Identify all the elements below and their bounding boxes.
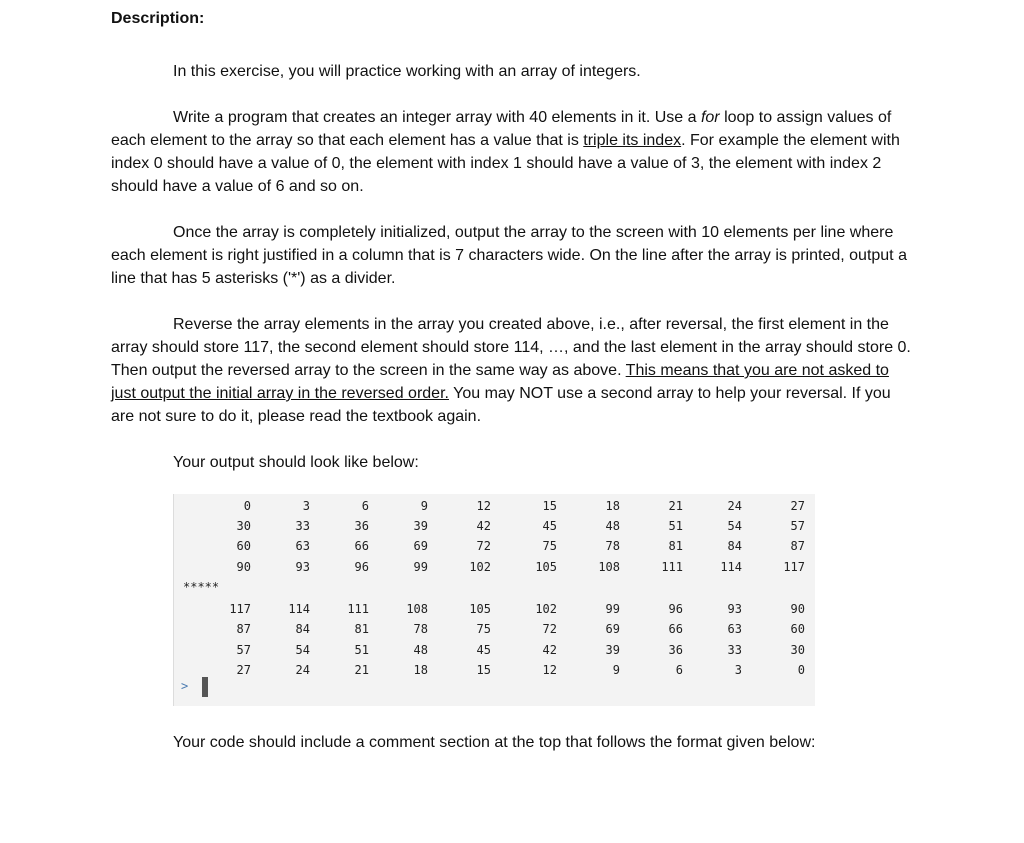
description-heading: Description:	[111, 10, 205, 27]
reversed-array-value: 90	[790, 602, 805, 616]
reversed-array-value: 54	[295, 643, 310, 657]
p2-text-a: Write a program that creates an integer array with 40 elements in it. Use a	[173, 109, 701, 126]
comment-instruction	[111, 731, 911, 754]
original-array-value: 3	[302, 499, 310, 513]
reversed-array-value: 57	[236, 643, 251, 657]
original-array-value: 18	[605, 499, 620, 513]
reversed-array-value: 69	[605, 622, 620, 636]
original-array-value: 57	[790, 519, 805, 533]
original-array-value: 90	[236, 560, 251, 574]
reversed-array-value: 15	[476, 663, 491, 677]
reversed-array-value: 45	[476, 643, 491, 657]
reversed-array-value: 21	[354, 663, 369, 677]
p2-underlined: triple its index	[583, 132, 682, 149]
reversed-array-value: 24	[295, 663, 310, 677]
original-array-value: 81	[668, 539, 683, 553]
reversed-array-value: 33	[727, 643, 742, 657]
p2-text-b: loop to assign values of each element to the array so that each element has a value that is	[111, 109, 892, 149]
p4-text-b: You may NOT use a second array to help your reversal. If you are not sure to do it, please read the textbook again.	[111, 385, 891, 425]
original-array-value: 33	[295, 519, 310, 533]
original-array-value: 78	[605, 539, 620, 553]
reversed-array-value: 75	[476, 622, 491, 636]
sample-output-intro	[111, 451, 911, 474]
original-array-value: 9	[420, 499, 428, 513]
original-array-value: 30	[236, 519, 251, 533]
original-array-value: 108	[598, 560, 620, 574]
original-array-row	[173, 496, 815, 516]
original-array-value: 12	[476, 499, 491, 513]
prompt-icon: >	[181, 679, 189, 693]
reversed-array-value: 60	[790, 622, 805, 636]
p3-text: Once the array is completely initialized, output the array to the screen with 10 elements per line where each element is right justified in a column that is 7 characters wide. On the line after the array is printed, output a line that has 5 asterisks ('*') as a divider.	[111, 224, 907, 287]
reversed-array-value: 117	[229, 602, 251, 616]
original-array-value: 15	[542, 499, 557, 513]
original-array-value: 75	[542, 539, 557, 553]
reversed-array-value: 48	[413, 643, 428, 657]
reversed-array-value: 105	[469, 602, 491, 616]
reversed-array-value: 0	[797, 663, 805, 677]
p6-text: Your code should include a comment section at the top that follows the format given below:	[173, 734, 816, 751]
p2-for-keyword: for	[700, 109, 720, 126]
original-array-row	[173, 516, 815, 536]
original-array-value: 27	[790, 499, 805, 513]
reversed-array-row	[173, 640, 815, 660]
original-array-value: 87	[790, 539, 805, 553]
original-array-value: 72	[476, 539, 491, 553]
p4-text-a: Reverse the array elements in the array you created above, i.e., after reversal, the first element in the array should store 117, the second element should store 114, …, and the last element in the array should store 0. Then output the reversed array to the screen in the same way as above.	[111, 316, 911, 379]
p5-text: Your output should look like below:	[173, 454, 419, 471]
original-array-value: 117	[783, 560, 805, 574]
reversed-array-value: 111	[347, 602, 369, 616]
reversed-array-value: 42	[542, 643, 557, 657]
reversed-array-value: 114	[288, 602, 310, 616]
reversed-array-value: 102	[535, 602, 557, 616]
console-cursor[interactable]	[202, 677, 208, 697]
original-array-value: 21	[668, 499, 683, 513]
reversed-array-value: 39	[605, 643, 620, 657]
original-array-value: 63	[295, 539, 310, 553]
original-array-value: 66	[354, 539, 369, 553]
p2-text-c: . For example the element with index 0 should have a value of 0, the element with index 1 should have a value of 3, the element with index 2 should have a value of 6 and so on.	[111, 132, 900, 195]
reversed-array-row	[173, 619, 815, 639]
original-array-value: 48	[605, 519, 620, 533]
original-array-value: 69	[413, 539, 428, 553]
reversed-array-row	[173, 599, 815, 619]
original-array-value: 102	[469, 560, 491, 574]
reversed-array-value: 108	[406, 602, 428, 616]
original-array-value: 39	[413, 519, 428, 533]
reversed-array-value: 3	[734, 663, 742, 677]
original-array-value: 84	[727, 539, 742, 553]
original-array-value: 60	[236, 539, 251, 553]
reversed-array-value: 72	[542, 622, 557, 636]
output-paragraph	[111, 221, 911, 290]
original-array-value: 6	[361, 499, 369, 513]
original-array-value: 114	[720, 560, 742, 574]
original-array-value: 96	[354, 560, 369, 574]
reversed-array-value: 27	[236, 663, 251, 677]
original-array-value: 54	[727, 519, 742, 533]
array-creation-paragraph	[111, 106, 911, 198]
reversed-array-value: 63	[727, 622, 742, 636]
original-array-value: 36	[354, 519, 369, 533]
reversed-array-value: 18	[413, 663, 428, 677]
reverse-paragraph	[111, 313, 911, 428]
intro-text: In this exercise, you will practice working with an array of integers.	[173, 63, 641, 80]
reversed-array-value: 66	[668, 622, 683, 636]
reversed-array-value: 84	[295, 622, 310, 636]
reversed-array-value: 6	[675, 663, 683, 677]
original-array-value: 51	[668, 519, 683, 533]
p4-underlined: This means that you are not asked to just output the initial array in the reversed order.	[111, 362, 889, 402]
reversed-array-value: 99	[605, 602, 620, 616]
reversed-array-value: 81	[354, 622, 369, 636]
original-array-value: 42	[476, 519, 491, 533]
reversed-array-row	[173, 660, 815, 680]
original-array-row	[173, 536, 815, 556]
reversed-array-value: 36	[668, 643, 683, 657]
reversed-array-value: 96	[668, 602, 683, 616]
original-array-row	[173, 557, 815, 577]
original-array-value: 111	[661, 560, 683, 574]
original-array-value: 93	[295, 560, 310, 574]
reversed-array-value: 51	[354, 643, 369, 657]
intro-paragraph	[111, 60, 911, 83]
reversed-array-value: 93	[727, 602, 742, 616]
reversed-array-value: 30	[790, 643, 805, 657]
original-array-value: 105	[535, 560, 557, 574]
original-array-value: 45	[542, 519, 557, 533]
reversed-array-value: 87	[236, 622, 251, 636]
reversed-array-value: 9	[612, 663, 620, 677]
original-array-value: 99	[413, 560, 428, 574]
asterisk-divider: *****	[183, 580, 220, 594]
reversed-array-value: 78	[413, 622, 428, 636]
original-array-value: 0	[243, 499, 251, 513]
original-array-value: 24	[727, 499, 742, 513]
reversed-array-value: 12	[542, 663, 557, 677]
console-output	[173, 494, 815, 706]
